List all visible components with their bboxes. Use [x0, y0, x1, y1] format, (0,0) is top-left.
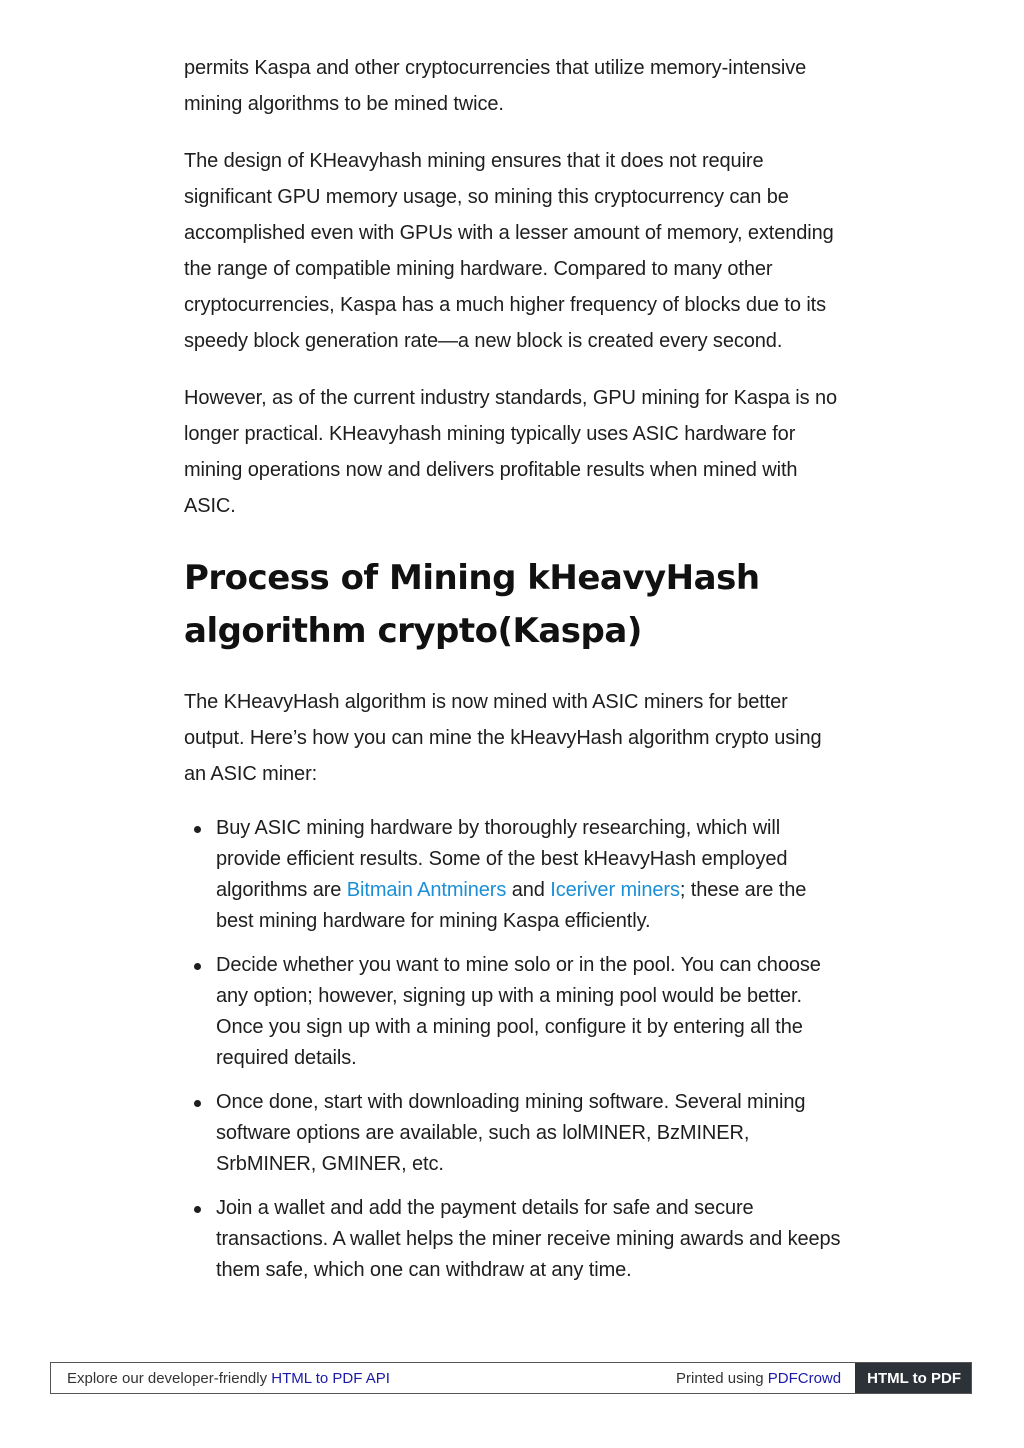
- step-text: Join a wallet and add the payment details for safe and secure transactions. A wallet helps the miner receive mining awards and keeps them safe, which one can withdraw at any time.: [216, 1197, 841, 1281]
- paragraph-kheavyhash-design: The design of KHeavyhash mining ensures that it does not require significant GPU memory usage, so mining this cryptocurrency can be accomplished even with GPUs with a lesser amount of memory, extending the range of compatible mining hardware. Compared to many other cryptocurrencies, Kaspa has a much higher frequency of blocks due to its speedy block generation rate—a new block is created every second.: [184, 150, 834, 352]
- step-text-before: Buy ASIC mining hardware by thoroughly researching, which will provide efficient results. Some of the best kHeavyHash employed algorithms are: [216, 817, 788, 901]
- step-text: Once done, start with downloading mining software. Several mining software options are available, such as lolMINER, BzMINER, SrbMINER, GMINER, etc.: [216, 1091, 806, 1175]
- bitmain-antminers-link[interactable]: Bitmain Antminers: [346, 879, 507, 901]
- bullet-icon: [194, 826, 201, 833]
- step-text: Decide whether you want to mine solo or in the pool. You can choose any option; however, signing up with a mining pool would be better. Once you sign up with a mining pool, configure it by entering all the required details.: [216, 954, 821, 1069]
- list-item: [216, 950, 844, 1074]
- bullet-icon: [194, 963, 201, 970]
- iceriver-miners-link[interactable]: Iceriver miners: [550, 879, 680, 901]
- footer-explore-text: Explore our developer-friendly: [67, 1369, 272, 1387]
- pdf-footer-bar: [50, 1362, 972, 1394]
- html-to-pdf-api-link[interactable]: HTML to PDF API: [271, 1369, 390, 1387]
- footer-explore: [51, 1370, 676, 1387]
- pdfcrowd-link[interactable]: PDFCrowd: [767, 1369, 842, 1387]
- list-item: [216, 1193, 844, 1286]
- list-item: [216, 1087, 844, 1180]
- steps-list: [184, 813, 844, 1286]
- article-body: [184, 50, 844, 1299]
- paragraph-gpu-mining-practicality: However, as of the current industry standards, GPU mining for Kaspa is no longer practical. KHeavyhash mining typically uses ASIC hardware for mining operations now and delivers profitable results when mined with ASIC.: [184, 387, 838, 517]
- html-to-pdf-badge[interactable]: HTML to PDF: [855, 1363, 971, 1393]
- bullet-icon: [194, 1206, 201, 1213]
- footer-printed-text: Printed using: [676, 1369, 768, 1387]
- list-item: [216, 813, 844, 937]
- step-text-after: ; these are the best mining hardware for mining Kaspa efficiently.: [216, 879, 807, 932]
- step-text-middle: and: [506, 879, 551, 901]
- section-heading: Process of Mining kHeavyHash algorithm crypto(Kaspa): [184, 558, 760, 651]
- bullet-icon: [194, 1100, 201, 1107]
- paragraph-intro: The KHeavyHash algorithm is now mined with ASIC miners for better output. Here’s how you can mine the kHeavyHash algorithm crypto using an ASIC miner:: [184, 691, 822, 785]
- footer-printed: [676, 1370, 855, 1387]
- paragraph-memory-intensive: permits Kaspa and other cryptocurrencies that utilize memory-intensive mining algorithms to be mined twice.: [184, 57, 807, 115]
